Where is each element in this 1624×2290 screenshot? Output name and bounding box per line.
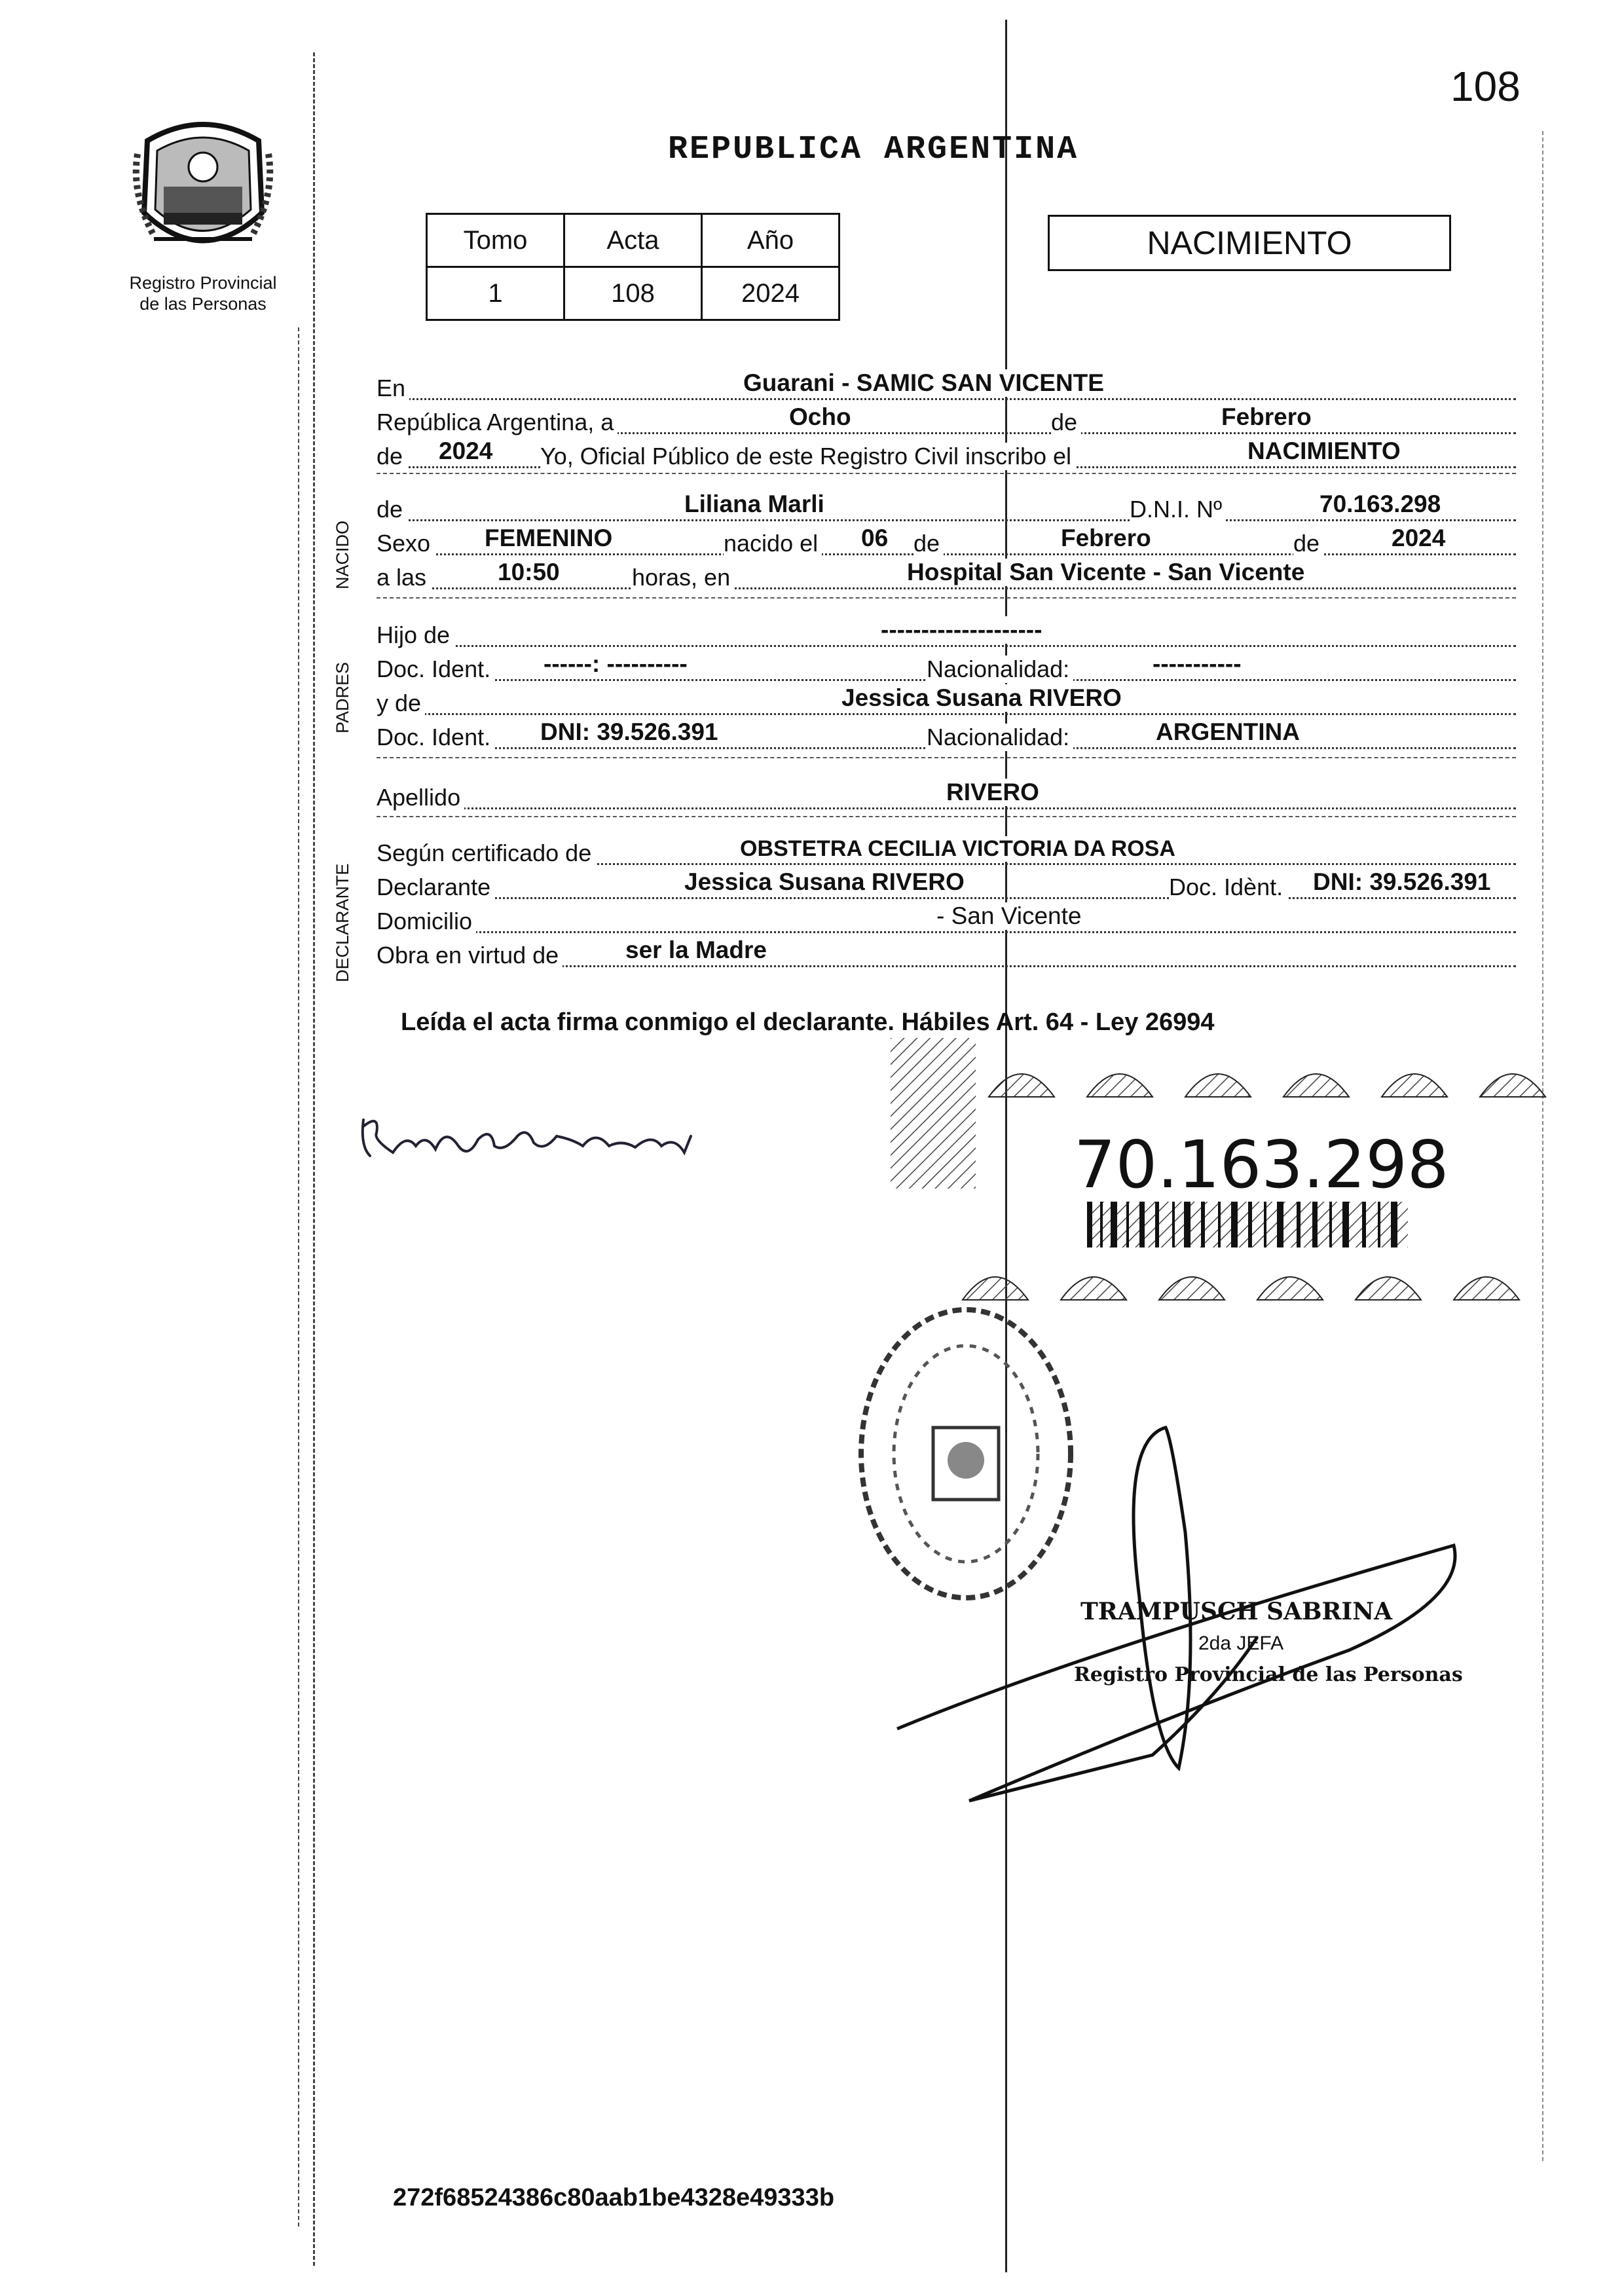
document-type: NACIMIENTO — [1048, 215, 1451, 271]
caption-line: de las Personas — [139, 294, 267, 314]
label: Hijo de — [377, 621, 454, 649]
value-year: 2024 — [439, 437, 493, 464]
label: y de — [377, 690, 425, 717]
page-number: 108 — [1450, 63, 1521, 110]
value-month: Febrero — [1221, 403, 1312, 430]
label: Según certificado de — [377, 840, 595, 867]
value-father: -------------------- — [881, 616, 1043, 643]
value-sexo: FEMENINO — [485, 525, 613, 551]
value-mother-nac: ARGENTINA — [1156, 718, 1300, 745]
margin-line — [313, 52, 315, 2266]
value-mother-doc: DNI: 39.526.391 — [540, 718, 718, 745]
label: Doc. Ident. — [377, 724, 494, 751]
value-anio: 2024 — [702, 267, 840, 320]
value-birth-month: Febrero — [1061, 525, 1151, 551]
label: de — [1293, 530, 1323, 557]
value-name: Liliana Marli — [684, 490, 824, 517]
declarant-signature — [354, 1100, 720, 1179]
value-certificado: OBSTETRA CECILIA VICTORIA DA ROSA — [740, 836, 1175, 861]
label: nacido el — [724, 530, 822, 557]
value-birth-day: 06 — [861, 525, 889, 551]
value-birth-place: Hospital San Vicente - San Vicente — [907, 559, 1305, 585]
section-padres: PADRES — [333, 661, 352, 733]
row-republica — [377, 401, 1516, 434]
divider — [377, 757, 1516, 758]
row-hora — [377, 556, 1516, 589]
sticker-dni-number: 70.163.298 — [1074, 1126, 1449, 1203]
divider — [377, 473, 1516, 474]
label: Yo, Oficial Público de este Registro Civil inscribo el — [540, 443, 1075, 470]
label: Doc. Ident. — [377, 656, 494, 683]
label: de — [377, 443, 407, 470]
value-time: 10:50 — [498, 559, 560, 585]
value-obra: ser la Madre — [625, 936, 767, 963]
header-anio: Año — [702, 214, 840, 267]
label: de — [377, 496, 407, 523]
official-name: TRAMPUSCH SABRINA — [1080, 1598, 1393, 1625]
security-sticker — [891, 1038, 1559, 1313]
value-tomo: 1 — [427, 267, 564, 320]
label: Domicilio — [377, 908, 476, 935]
value-domicilio: - San Vicente — [936, 902, 1082, 929]
row-declarante — [377, 866, 1516, 899]
logo — [98, 115, 308, 314]
value-apellido: RIVERO — [946, 779, 1039, 805]
divider — [377, 597, 1516, 599]
value-day: Ocho — [789, 403, 851, 430]
value-declarante-doc: DNI: 39.526.391 — [1313, 868, 1491, 895]
label: Doc. Idènt. — [1169, 874, 1287, 901]
section-nacido: NACIDO — [333, 520, 352, 589]
label: de — [1051, 409, 1081, 436]
value-mother: Jessica Susana RIVERO — [841, 684, 1122, 711]
official-office: Registro Provincial de las Personas — [1074, 1663, 1463, 1686]
label: Obra en virtud de — [377, 942, 563, 969]
value-declarante: Jessica Susana RIVERO — [684, 868, 965, 895]
logo-caption — [98, 272, 308, 314]
row-apellido — [377, 776, 1516, 809]
document-hash: 272f68524386c80aab1be4328e49333b — [393, 2184, 835, 2211]
value-acta: 108 — [564, 267, 702, 320]
value-place: Guarani - SAMIC SAN VICENTE — [743, 369, 1104, 396]
closing-statement: Leída el acta firma conmigo el declarante. Hábiles Art. 64 - Ley 26994 — [401, 1008, 1215, 1036]
row-father-doc — [377, 648, 1516, 681]
label: a las — [377, 564, 430, 591]
official-role: 2da JEFA — [1198, 1633, 1284, 1654]
label: Nacionalidad: — [927, 656, 1073, 683]
value-father-nac: ----------- — [1153, 650, 1242, 677]
row-sexo — [377, 522, 1516, 555]
header-acta: Acta — [564, 214, 702, 267]
label: República Argentina, a — [377, 409, 618, 436]
row-domicilio — [377, 900, 1516, 933]
label: de — [913, 530, 944, 557]
label: D.N.I. Nº — [1130, 496, 1226, 523]
row-y-de — [377, 682, 1516, 715]
label: Declarante — [377, 874, 494, 901]
acta-table — [426, 213, 840, 321]
section-declarante: DECLARANTE — [333, 863, 352, 982]
header-tomo: Tomo — [427, 214, 564, 267]
row-certificado — [377, 832, 1516, 865]
value-father-doc: ------: ---------- — [544, 650, 688, 677]
row-obra — [377, 934, 1516, 967]
row-nacido-de — [377, 488, 1516, 521]
row-mother-doc — [377, 716, 1516, 749]
page-title: REPUBLICA ARGENTINA — [668, 131, 1079, 168]
row-hijo-de — [377, 614, 1516, 647]
row-oficial — [377, 435, 1516, 468]
margin-line — [298, 327, 299, 2226]
label: Sexo — [377, 530, 434, 557]
label: Apellido — [377, 784, 464, 811]
label: Nacionalidad: — [927, 724, 1073, 751]
row-en — [377, 367, 1516, 400]
caption-line: Registro Provincial — [129, 273, 277, 293]
value-birth-year: 2024 — [1392, 525, 1446, 551]
value-dni: 70.163.298 — [1320, 490, 1441, 517]
divider — [377, 816, 1516, 817]
label: horas, en — [632, 564, 734, 591]
label: En — [377, 375, 409, 402]
value-event: NACIMIENTO — [1247, 437, 1401, 464]
provincial-seal-icon — [128, 115, 278, 265]
